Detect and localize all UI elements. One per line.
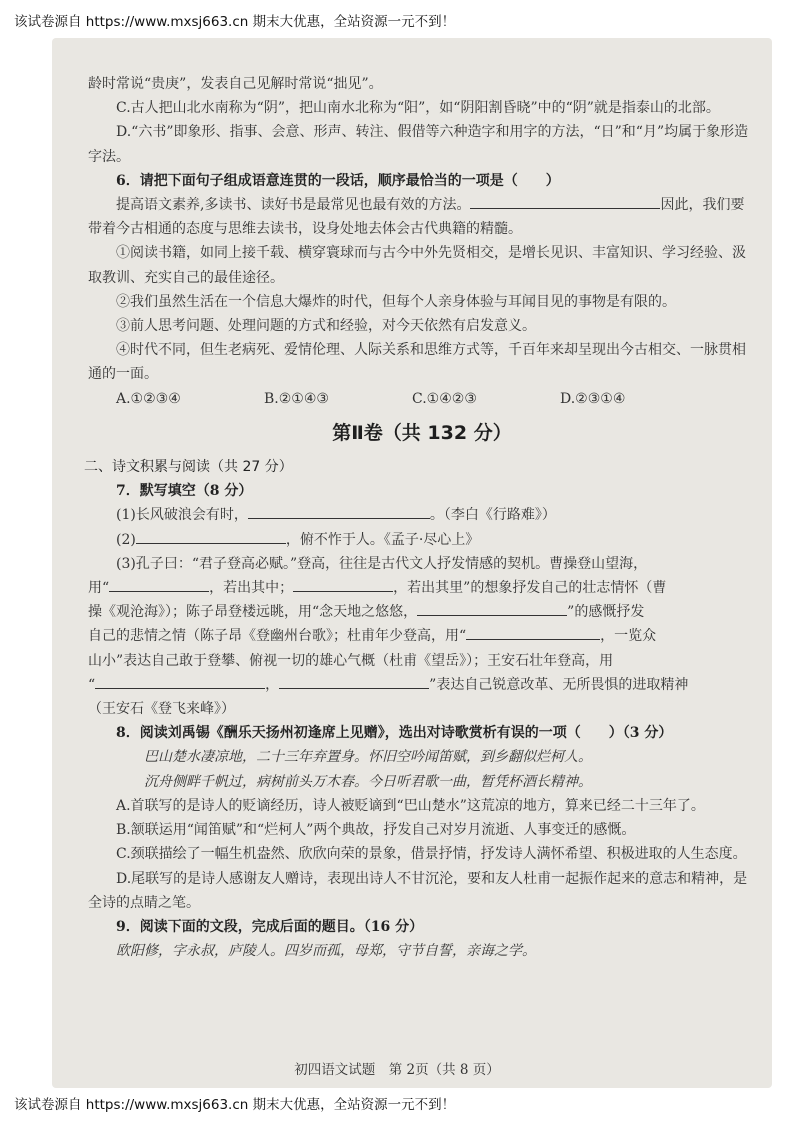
page-footer: 初四语文试题 第 2页（共 8 页） bbox=[294, 1062, 500, 1078]
q7-item2-num: (2) bbox=[116, 531, 136, 548]
q7-l5a: 操《观沧海》）；陈子昂登楼远眺，用“念天地之悠悠， bbox=[88, 604, 418, 621]
q8-poem-line1: 巴山楚水凄凉地，二十三年弃置身。怀旧空吟闻笛赋，到乡翻似烂柯人。 bbox=[144, 749, 592, 766]
q6-stem: 6．请把下面句子组成语意连贯的一段话，顺序最恰当的一项是（ ） bbox=[116, 172, 560, 189]
q6-options bbox=[88, 387, 756, 411]
q6-sentence-1: ①阅读书籍，如同上接千载、横穿寰球而与古今中外先贤相交，是增长见识、丰富知识、学习经验、汲取教训、充实自己的最佳途径。 bbox=[88, 245, 746, 286]
q7-item3: (3)孔子曰：“君子登高必赋。”登高，往往是古代文人抒发情感的契机。曹操登山望海， bbox=[116, 555, 648, 572]
q7-line7: 山小”表达自己敢于登攀、俯视一切的雄心气概（杜甫《望岳》）；王安石壮年登高，用 bbox=[88, 652, 614, 669]
q6-sentence-3: ③前人思考问题、处理问题的方式和经验，对今天依然有启发意义。 bbox=[116, 318, 536, 335]
exam-content bbox=[84, 72, 756, 963]
q7-line8 bbox=[88, 673, 756, 697]
q6-option-b[interactable]: B.②①④③ bbox=[264, 390, 329, 407]
q7-blank-4[interactable] bbox=[293, 576, 393, 592]
q5-line1: 龄时常说“贵庚”，发表自己见解时常说“拙见”。 bbox=[88, 76, 383, 92]
q8-option-d[interactable]: D.尾联写的是诗人感谢友人赠诗，表现出诗人不甘沉沦，要和友人杜甫一起振作起来的意志和精神，是全诗的点睛之笔。 bbox=[88, 870, 748, 911]
q7-item1-text: (1)长风破浪会有时， bbox=[116, 507, 248, 524]
q7-l8a: “ bbox=[88, 676, 96, 693]
bottom-banner: 该试卷源自 https://www.mxsj663.cn 期末大优惠，全站资源一元不到！ bbox=[14, 1097, 456, 1113]
q7-title: 7．默写填空（8 分） bbox=[116, 483, 253, 500]
q6-blank[interactable] bbox=[470, 193, 660, 209]
q8-stem: 8．阅读刘禹锡《酬乐天扬州初逢席上见赠》，选出对诗歌赏析有误的一项（ ）（3 分） bbox=[116, 725, 673, 742]
q5-option-d: D.“六书”即象形、指事、会意、形声、转注、假借等六种造字和用字的方法，“日”和“月”均属于象形造字法。 bbox=[88, 124, 749, 165]
q7-blank-2[interactable] bbox=[136, 528, 286, 544]
q8-option-a[interactable]: A.首联写的是诗人的贬谪经历，诗人被贬谪到“巴山楚水”这荒凉的地方，算来已经二十三年了。 bbox=[116, 797, 705, 814]
q6-sentence-2: ②我们虽然生活在一个信息大爆炸的时代，但每个人亲身体验与耳闻目见的事物是有限的。 bbox=[116, 293, 676, 310]
q6-sentence-4: ④时代不同，但生老病死、爱情伦理、人际关系和思维方式等，千百年来却呈现出今古相交、一脉贯相通的一面。 bbox=[88, 342, 746, 383]
q7-item2-text: ，俯不怍于人。《孟子·尽心上》 bbox=[285, 531, 480, 548]
q8-poem-line2: 沉舟侧畔千帆过，病树前头万木春。今日听君歌一曲，暂凭杯酒长精神。 bbox=[144, 773, 592, 790]
q8-option-c[interactable]: C.颈联描绘了一幅生机盎然、欣欣向荣的景象，借景抒情，抒发诗人满怀希望、积极进取的人生态度。 bbox=[116, 846, 747, 863]
q7-l8c: ”表达自己锐意改革、无所畏惧的进取精神 bbox=[429, 676, 689, 693]
q7-l6b: ，一览众 bbox=[600, 628, 657, 645]
q7-line9: （王安石《登飞来峰》） bbox=[88, 701, 235, 718]
q7-l4c: ，若出其里”的想象抒发自己的壮志情怀（曹 bbox=[393, 580, 667, 597]
q8-option-b[interactable]: B.颔联运用“闻笛赋”和“烂柯人”两个典故，抒发自己对岁月流逝、人事变迁的感慨。 bbox=[116, 822, 636, 839]
q9-text: 欧阳修，字永叔，庐陵人。四岁而孤，母郑，守节自誓，亲诲之学。 bbox=[116, 943, 536, 960]
q7-blank-1[interactable] bbox=[248, 503, 430, 519]
q7-line5 bbox=[88, 600, 756, 624]
q7-l5b: ”的感慨抒发 bbox=[567, 604, 645, 621]
q6-option-c[interactable]: C.①④②③ bbox=[412, 390, 477, 407]
q6-lead-tail: 因此，我们要带着今古相通的态度与思维去读书，设身处地去体会古代典籍的精髓。 bbox=[88, 197, 745, 238]
volume-title: 第Ⅱ卷（共 132 分） bbox=[332, 421, 512, 444]
q6-option-d[interactable]: D.②③①④ bbox=[560, 390, 626, 407]
q7-l8b: ， bbox=[265, 676, 280, 693]
q7-blank-5[interactable] bbox=[417, 600, 567, 616]
q7-l4a: 用“ bbox=[88, 580, 110, 597]
q5-option-c: C.古人把山北水南称为“阴”，把山南水北称为“阳”，如“阴阳割昏晓”中的“阴”就是指泰山的北部。 bbox=[116, 100, 720, 117]
q7-line4 bbox=[88, 576, 756, 600]
q6-lead-text: 提高语文素养,多读书、读好书是最常见也最有效的方法。 bbox=[116, 197, 471, 214]
q9-stem: 9．阅读下面的文段，完成后面的题目。（16 分） bbox=[116, 918, 424, 935]
q7-l6a: 自己的悲情之情（陈子昂《登幽州台歌》；杜甫年少登高，用“ bbox=[88, 628, 467, 645]
q7-item1-source: 。（李白《行路难》） bbox=[429, 507, 556, 524]
q6-option-a[interactable]: A.①②③④ bbox=[116, 390, 181, 407]
top-banner: 该试卷源自 https://www.mxsj663.cn 期末大优惠，全站资源一元不到！ bbox=[14, 14, 456, 30]
q7-item2 bbox=[88, 528, 756, 552]
q7-line6 bbox=[88, 624, 756, 648]
q6-lead bbox=[88, 193, 756, 241]
q7-l4b: ，若出其中； bbox=[209, 580, 294, 597]
q7-blank-3[interactable] bbox=[109, 576, 209, 592]
q7-blank-6[interactable] bbox=[466, 624, 600, 640]
q7-item1 bbox=[88, 503, 756, 527]
section-heading: 二、诗文积累与阅读（共 27 分） bbox=[84, 459, 293, 476]
q7-blank-8[interactable] bbox=[279, 673, 429, 689]
q7-blank-7[interactable] bbox=[95, 673, 265, 689]
